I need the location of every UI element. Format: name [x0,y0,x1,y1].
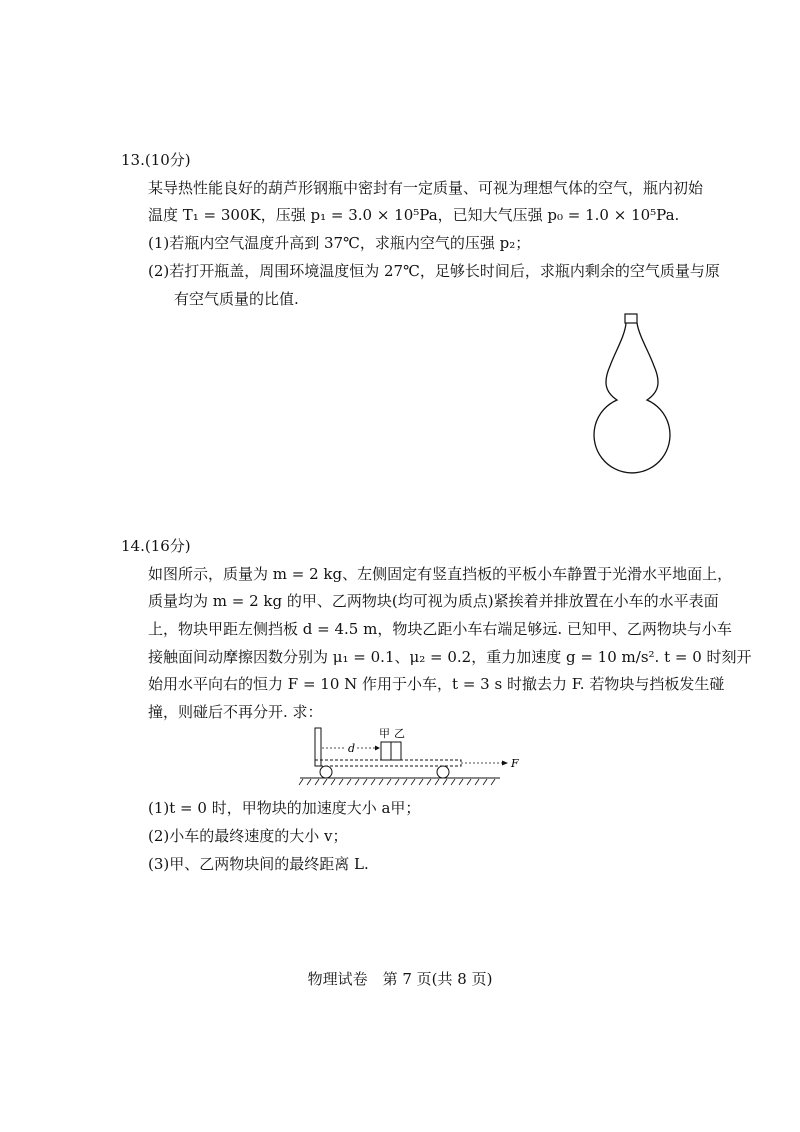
block-jia [381,742,391,760]
page-footer: 物理试卷 第 7 页(共 8 页) [307,970,493,988]
wheel-left [320,766,332,778]
q14-line-1: 如图所示，质量为 m = 2 kg、左侧固定有竖直挡板的平板小车静置于光滑水平地面上， [148,565,733,583]
q14-sub-1: (1)t = 0 时，甲物块的加速度大小 a甲； [148,799,421,817]
cart-plate [315,760,461,766]
q13-line-2: 温度 T₁ = 300K，压强 p₁ = 3.0 × 10⁵Pa，已知大气压强 p₀ = 1.0 × 10⁵Pa. [148,206,680,224]
q14-line-6: 撞，则碰后不再分开. 求： [148,703,323,721]
q14-line-3: 上，物块甲距左侧挡板 d = 4.5 m，物块乙距小车右端足够远. 已知甲、乙两物块与小车 [148,620,732,638]
bottle-outline [594,323,670,473]
q14-sub-2: (2)小车的最终速度的大小 v； [148,827,348,845]
label-d: d [348,742,356,755]
q14-line-2: 质量均为 m = 2 kg 的甲、乙两物块(均可视为质点)紧挨着并排放置在小车的水平表面 [148,592,719,610]
q14-line-4: 接触面间动摩擦因数分别为 μ₁ = 0.1、μ₂ = 0.2，重力加速度 g = 10 m/s². t = 0 时刻开 [148,648,752,666]
label-yi: 乙 [394,727,405,740]
q14-sub-3: (3)甲、乙两物块间的最终距离 L. [148,855,369,873]
q13-sub-2-cont: 有空气质量的比值. [174,290,299,308]
gourd-bottle-figure [585,308,695,478]
block-yi [391,742,401,760]
distance-arrow-right [375,746,380,751]
wheel-right [437,766,449,778]
label-F: F [511,757,519,770]
q14-line-5: 始用水平向右的恒力 F = 10 N 作用于小车，t = 3 s 时撤去力 F. 若物块与挡板发生碰 [148,675,725,693]
q13-header: 13.(10分) [121,151,191,169]
q13-sub-2: (2)若打开瓶盖，周围环境温度恒为 27℃，足够长时间后，求瓶内剩余的空气质量与原 [148,262,720,280]
q13-sub-1: (1)若瓶内空气温度升高到 37℃，求瓶内空气的压强 p₂； [148,234,531,252]
ground-hatching [299,779,495,785]
force-arrow-head [502,761,508,766]
label-jia: 甲 [379,727,390,740]
q13-line-1: 某导热性能良好的葫芦形钢瓶中密封有一定质量、可视为理想气体的空气，瓶内初始 [148,179,704,197]
cart-figure [295,722,535,792]
q14-header: 14.(16分) [121,537,191,555]
bottle-cap [625,314,637,323]
